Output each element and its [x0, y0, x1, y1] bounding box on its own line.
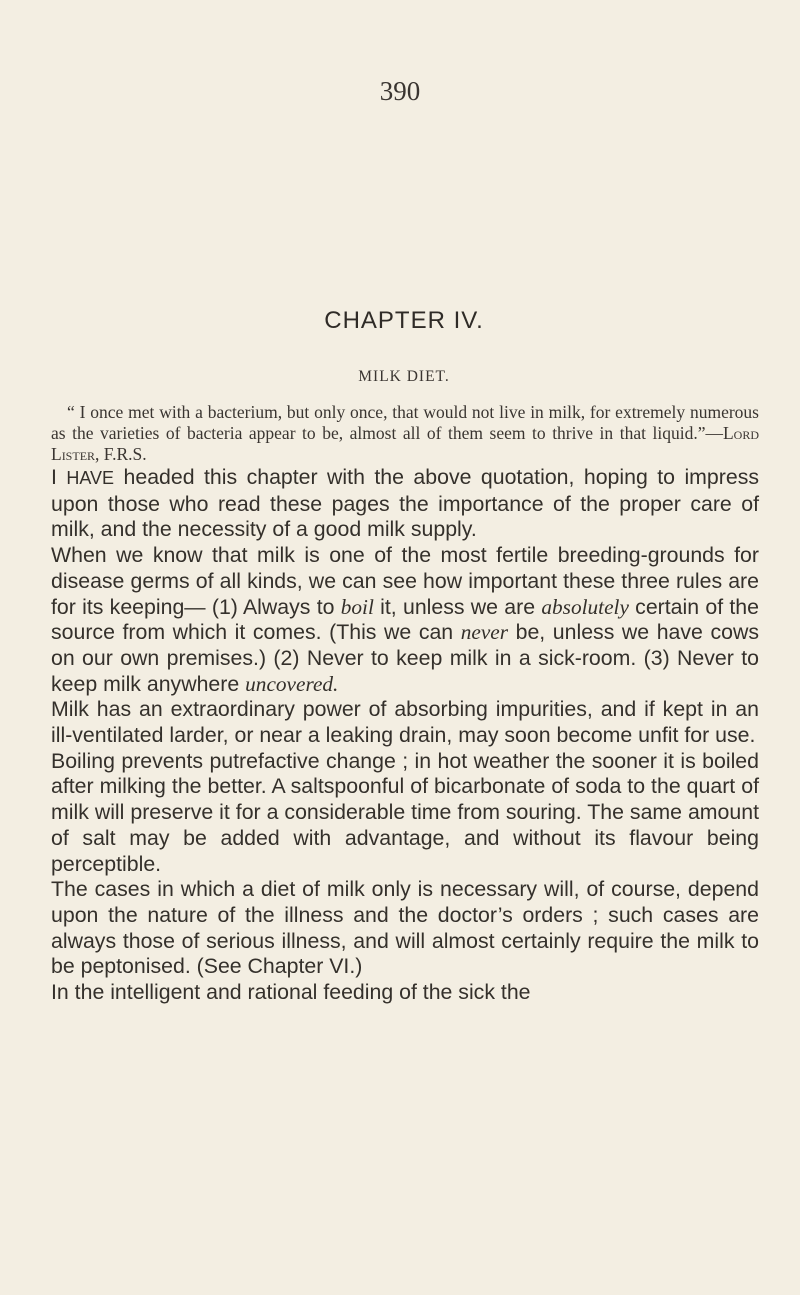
paragraph-4: Boiling prevents putrefactive change ; in hot weather the sooner it is boiled after milking the better. A saltspoonful of bicarbonate of soda to the quart of milk will preserve it for a considerable time from souring. The same amount of salt may be added with advantage, and without its flavour being perceptible. — [51, 748, 759, 876]
paragraph-2-text-b: it, unless we are — [373, 594, 542, 619]
paragraph-1-first-letter: I — [51, 465, 57, 489]
paragraph-5: The cases in which a diet of milk only is necessary will, of course, depend upon the nature of the illness and the doctor’s orders ; such cases are always those of serious illness, and will almost certainly require the milk to be peptonised. (See Chapter VI.) — [51, 877, 759, 979]
body-text — [51, 465, 759, 1006]
paragraph-3: Milk has an extraordinary power of absorbing impurities, and if kept in an ill-ventilated larder, or near a leaking drain, may soon become unfit for use. — [51, 697, 759, 748]
page-number: 390 — [379, 76, 421, 106]
paragraph-2-text-d: be, unless we have cows on our own premises.) (2) Never to keep milk in a sick-room. (3) Never to keep milk anywhere — [51, 620, 759, 696]
paragraph-2-text-c: certain of the source from which it comes. (This we can — [51, 594, 760, 645]
paragraph-2-emphasis-absolutely: absolutely — [541, 594, 629, 619]
quote-text: “ I once met with a bacterium, but only once, that would not live in milk, for extremely numerous as the varieties of bacteria appear to be, almost all of them seem to thrive in that liquid.”— — [51, 402, 759, 443]
paragraph-2-emphasis-never: never — [460, 620, 509, 645]
paragraph-2-emphasis-uncovered: uncovered. — [245, 671, 339, 696]
paragraph-2 — [51, 543, 759, 697]
paragraph-1-small-caps: HAVE — [66, 468, 115, 488]
paragraph-1 — [51, 465, 759, 543]
epigraph-quote — [51, 402, 759, 465]
paragraph-1-text: headed this chapter with the above quotation, hoping to impress upon those who read these pages the importance of the proper care of milk, and the necessity of a good milk supply. — [51, 465, 760, 542]
quote-author: Lord Lister, F.R.S. — [51, 423, 759, 464]
paragraph-2-text-a: When we know that milk is one of the most fertile breeding-grounds for disease germs of all kinds, we can see how important these three rules are for its keeping— (1) Always to — [51, 543, 759, 619]
paragraph-6: In the intelligent and rational feeding of the sick the — [51, 980, 531, 1005]
chapter-subtitle: MILK DIET. — [358, 368, 450, 385]
chapter-title: CHAPTER IV. — [324, 307, 484, 334]
paragraph-2-emphasis-boil: boil — [340, 594, 374, 619]
